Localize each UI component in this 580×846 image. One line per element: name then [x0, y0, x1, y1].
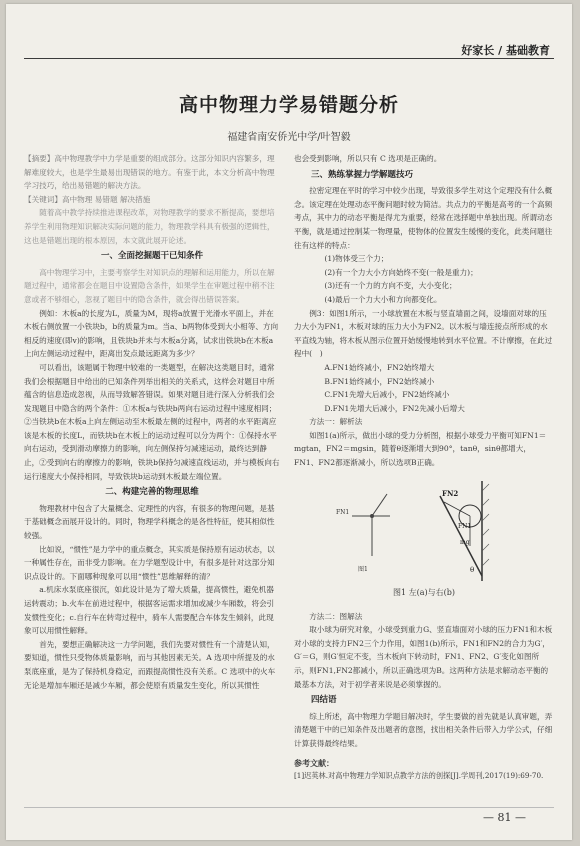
ball-point [370, 514, 374, 518]
intro-paragraph: 随着高中教学持续推进课程改革，对物理教学的要求不断提高，要想培养学生利用物理知识解决实际问题的能力，物理教学科具有极强的逻辑性，这也是错题出现的根本原因，本文就此展开论述。 [24, 208, 275, 245]
article-title: 高中物理力学易错题分析 [178, 94, 399, 116]
article-author: 福建省南安侨光中学/叶智毅 [227, 132, 351, 143]
reference-1: [1]迟英林.对高中物理力学知识点教学方法的创探[J].学周刊,2017(19):69-70. [294, 771, 544, 781]
section-2-paragraph-1: 物理教材中包含了大量概念、定理性的内容，有很多的物理问题，是基于基础概念而展开设计的。同时，物理学科概念的是各性特征，使其相似性较强。 [24, 503, 275, 541]
section-2-heading: 二、构建完善的物理思维 [105, 487, 199, 498]
journal-page [6, 4, 572, 840]
section-1-paragraph-3: 可以看出，该题属于物理中较难的一类题型，在解决这类题目时，通常我们会根据题目中给出的已知条件列举出相关的关系式，这样会对题目中所蕴含的信息造成忽视，从而导致解答错误。如果对题目进行深入分析我们会发现题目中隐含的两个条件：①木板a与铁块b两向右运动过程中速度相同；②当铁块b在木板a上向左侧运动至木板最左侧的过程中，两者的水平距离应该是木板的长度L，而铁块b在木板上的运动过程可以分为两个：①保持水平向右运动，受到滑动摩擦力的影响，向左侧保持匀减速运动，最终达到静止，②受到向右的摩擦力的影响，铁块b保持匀减速直线运动，并与模板向右运行速度大小保持相同，导致铁块b运动到木板最左端位置。 [24, 362, 280, 481]
section-4-text: 综上所述，高中物理力学题目解决时，学生要做的首先就是认真审题，弄清楚题干中的已知条件及出题者的意图，找出相关条件后带入力学公式，仔细计算获得最终结果。 [294, 711, 553, 748]
references-heading: 参考文献： [294, 758, 334, 768]
example-3-text: 例3：如图1所示，一小球放置在木板与竖直墙面之间，设墙面对球的压力大小为FN1，木板对球的压力大小为FN2。以木板与墙连接点所形成的水平直线为轴，将木板从图示位置开始缓慢地转到水平位置。不计摩擦，在此过程中( ) [294, 308, 553, 359]
board [440, 496, 482, 576]
header-rule [24, 58, 554, 59]
section-4-heading: 四结语 [311, 695, 337, 706]
continuation-text: 也会受到影响，所以只有 C 选项是正确的。 [294, 154, 442, 163]
section-2-paragraph-3: 首先，要想正确解决这一力学问题，我们先要对惯性有一个清楚认知，要知道，惯性只受物体质量影响，而与其他因素无关。A 选项中所提及的水泵底座重，是为了保持机身稳定，而跟提高惯性没有关系。C 选项中的火车无论是增加车厢还是减少车厢，都会使原有质量发生变化，所以其惯性 [24, 639, 276, 690]
label-fn1-left: FN1 [336, 508, 350, 516]
section-2-options: a.机床水泵底座很沉，如此设计是为了增大质量，提高惯性，避免机器运转震动；b.火车在前进过程中，根据客运需求增加或减少车厢数，将会引发惯性变化；c.自行车在转弯过程中，骑车人需要配合车体发生倾斜，此现象可以用惯性解释。 [24, 585, 275, 636]
wall-hatch [482, 484, 489, 566]
method-1-text: 如图1(a)所示，做出小球的受力分析图，根据小球受力平衡可知FN1＝mgtan，FN2＝mgsin，随着θ逐渐增大到90°，tanθ，sinθ都增大，FN1、FN2都逐渐减小，所以选项B正确。 [294, 430, 547, 468]
footer-rule [24, 807, 554, 808]
left-column [24, 152, 280, 692]
list-item: (4)最后一个力大小和方向都变化。 [324, 294, 442, 304]
right-column [294, 152, 554, 782]
method-1-heading: 方法一：解析法 [309, 417, 363, 427]
list-item: (2)有一个力大小方向始终不变(一般是重力)； [324, 267, 478, 277]
label-fig-a: 图1 [358, 565, 368, 573]
list-item: (1)物体受三个力； [324, 254, 389, 264]
keywords: 【关键词】高中物理 易错题 解决措施 [24, 194, 151, 204]
journal-header-tag: 好家长 / 基础教育 [461, 44, 550, 57]
figure-caption: 图1 左(a)与右(b) [392, 587, 455, 597]
choice-d: D.FN1先增大后减小，FN2先减小后增大 [324, 403, 465, 413]
force-diagram [332, 476, 502, 586]
list-item: (3)还有一个力的方向不变，大小变化； [324, 281, 457, 291]
choice-b: B.FN1始终减小，FN2始终减小 [324, 376, 435, 386]
section-1-heading: 一、全面挖掘题干已知条件 [100, 251, 203, 262]
abstract: 【摘要】高中物理教学中力学是重要的组成部分。这部分知识内容繁多，理解难度较大，也是学生最易出现错误的地方。有鉴于此，本文分析高中物理学习技巧，给出易错题的解决方法。 [24, 154, 275, 191]
force-arrow-fn2 [372, 494, 387, 516]
label-theta: θ [470, 565, 475, 574]
force-arrow-fn2-b [444, 502, 470, 516]
method-2-heading: 方法二：图解法 [309, 611, 363, 621]
choice-c: C.FN1先增大后减小，FN2始终减小 [324, 390, 450, 400]
section-2-paragraph-2: 比如说，“惯性”是力学中的重点概念，其实质是保持原有运动状态，以一种属性存在，而非受力影响。在力学题型设计中，有很多是针对这部分知识点设计的。下面哪种现象可以用“惯性”思维解释的清？ [24, 544, 275, 581]
method-2-text: 取小球为研究对象，小球受到重力G、竖直墙面对小球的压力FN1和木板对小球的支持力FN2三个力作用，如图1(b)所示，FN1和FN2的合力为G′，G′＝G，则G′恒定不变，当木板向下转动时，FN1、FN2、G′变化如图所示，则FN1,FN2都减小，所以正确选项为B。这两种方法是求解动态平衡的最基本方法，对于初学者来说是必须掌握的。 [294, 625, 553, 689]
page-number: — 81 — [483, 811, 526, 824]
label-fn2: FN2 [442, 488, 459, 498]
section-3-paragraph-1: 拉密定理在平时的学习中较少出现，导致很多学生对这个定理没有什么概念。该定理在处理动态平衡问题时较为简洁。共点力的平衡是高考的一个高频考点，其中力的动态平衡是得尤为重要，经常在选择题中单独出现。所谓动态平衡，就是通过控制某一物理量，使物体的位置发生缓慢的变化，此类问题往往有这样的特点： [294, 186, 553, 250]
label-mg: mg [460, 538, 470, 546]
section-1-paragraph-2: 例如：木板a的长度为L，质量为M，现将a放置于光滑水平面上，并在木板右侧放置一小铁块b，b的质量为m。当a、b两物体受到大小相等、方向相反的速度(即v)的影响，且铁块b并未与木板a分离，试求出铁块b在木板a上向左侧运动过程中，距离出发点最远距离为多少？ [24, 308, 279, 359]
figure-1 [294, 476, 554, 596]
section-1-paragraph-1: 高中物理学习中，主要考察学生对知识点的理解和运用能力，所以在解题过程中，通常都会在题目中设置隐含条件，如果学生在审题过程中稍不注意或者不够细心，忽视了题目中的隐含条件，就会得出错误答案。 [24, 267, 275, 304]
choice-a: A.FN1始终减小，FN2始终增大 [324, 362, 435, 372]
section-3-heading: 三、熟练掌握力学解题技巧 [311, 169, 414, 180]
label-fn1-right: FN1 [458, 522, 472, 530]
